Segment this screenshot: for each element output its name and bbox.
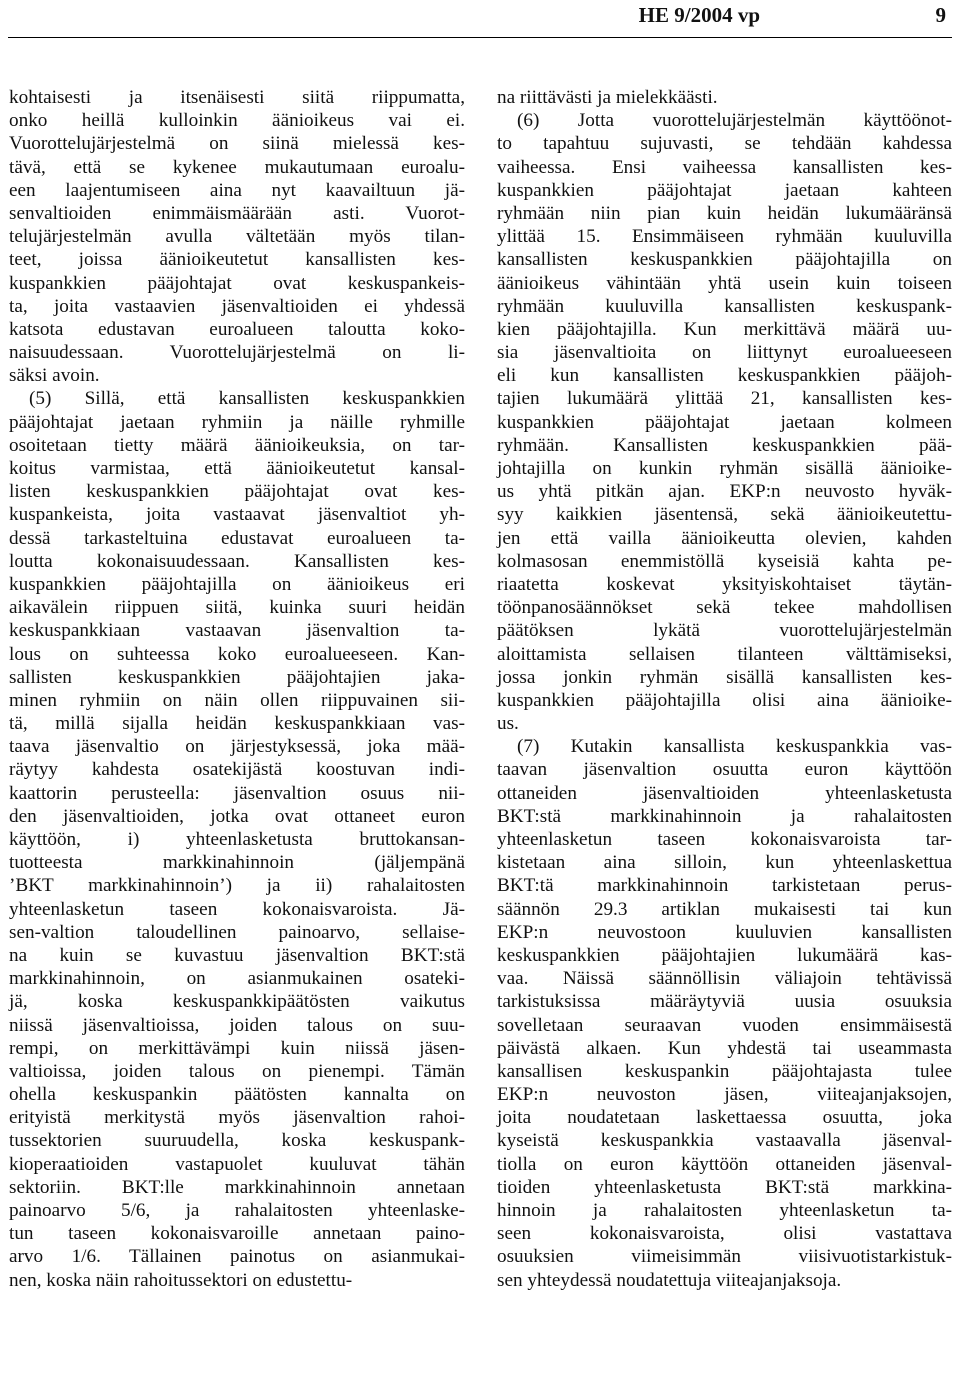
text-line: BKT:tä markkinahinnoin tarkistetaan perus-: [497, 875, 952, 897]
text-line: arvo 1/6. Tällainen painotus on asianmukai-: [9, 1246, 465, 1268]
text-line: tajien lukumäärä ylittää 21, kansallisten kes-: [497, 388, 952, 410]
text-line: jossa jonkin ryhmän sisällä kansallisten kes-: [497, 666, 952, 688]
text-line: vaa. Näissä säännöllisin väliajoin tehtävissä: [497, 968, 952, 990]
text-line: kuspankkien pääjohtajat ovat keskuspankeis-: [9, 272, 465, 294]
text-line: BKT:stä markkinahinnoin ja rahalaitosten: [497, 805, 952, 827]
text-line: na kuin se kuvastuu jäsenvaltion BKT:stä: [9, 944, 465, 966]
text-line: (5) Sillä, että kansallisten keskuspankkien: [29, 388, 465, 410]
text-line: osuuksien viimeisimmän viisivuotistarkistuk-: [497, 1246, 952, 1268]
text-line: painoarvo 5/6, ja rahalaitosten yhteenlaske-: [9, 1200, 465, 1221]
page-number: 9: [935, 3, 946, 27]
text-line: ta, joita vastaavien jäsenvaltioiden ei yhdessä: [9, 295, 465, 317]
text-line: keskuspankkiaan vastaavan jäsenvaltion ta-: [9, 620, 465, 642]
text-line: räytyy kahdesta osatekijästä koostuvan indi-: [9, 759, 465, 781]
text-line: säksi avoin.: [9, 365, 100, 387]
text-line: ryhmään niin pian kuin heidän lukumääränsä: [497, 202, 952, 224]
text-line: valtioissa, joiden talous on pienempi. Tämän: [9, 1060, 465, 1082]
text-line: na riittävästi ja mielekkäästi.: [497, 87, 718, 108]
text-line: kuspankkien pääjohtajat jaetaan kolmeen: [497, 411, 952, 433]
text-line: listen keskuspankkien pääjohtajat ovat kes-: [9, 481, 465, 503]
text-line: syy kaikkien jäsentensä, sekä äänioikeutettu-: [497, 504, 952, 526]
text-line: kyseistä keskuspankkia vastaavalla jäsenval-: [497, 1130, 952, 1152]
right-column: [497, 86, 952, 1292]
text-line: eli kun kansallisten keskuspankkien pääjoh-: [497, 365, 952, 387]
text-line: sen yhteydessä noudatettuja viiteajanjaksoja.: [497, 1269, 842, 1291]
text-line: riaatetta koskevat yksityiskohtaiset täytän-: [497, 573, 952, 595]
text-line: johtajilla on kunkin ryhmän sisällä äänioike-: [497, 458, 952, 479]
text-line: yhteenlasketun taseen kokonaisvaroista. Jä-: [9, 898, 465, 920]
text-line: een laajentumiseen aina nyt kaavailtuun jä-: [9, 179, 465, 201]
text-line: ryhmään kuuluvilla kansallisten keskuspank-: [497, 295, 952, 317]
text-line: aikavälein riippuen siitä, kuinka suuri heidän: [9, 597, 465, 619]
text-line: ohella keskuspankin päätösten kannalta on: [9, 1084, 465, 1106]
text-line: den jäsenvaltioiden, jotka ovat ottaneet euron: [9, 805, 465, 827]
text-line: keskuspankkien pääjohtajien lukumäärä kas-: [497, 944, 952, 966]
text-line: us yhtä pitkän ajan. EKP:n neuvosto hyväk-: [497, 481, 952, 503]
text-line: töönpanosäännökset sekä tekee mahdollisen: [497, 597, 952, 619]
text-line: säännön 29.3 artiklan mukaisesti tai kun: [497, 898, 952, 920]
text-line: niissä jäsenvaltioissa, joiden talous on suu-: [9, 1014, 465, 1036]
text-line: kohtaisesti ja itsenäisesti siitä riippumatta,: [9, 87, 465, 108]
text-line: aloittamista sellaisen tilanteen välttämiseksi,: [497, 643, 952, 665]
text-line: loutta kokonaisuudessaan. Kansallisten kes-: [9, 550, 465, 572]
text-line: markkinahinnoin, on asianmukainen osateki-: [9, 968, 465, 990]
text-line: päätöksen lykätä vuorottelujärjestelmän: [497, 620, 952, 642]
text-line: taavan jäsenvaltion osuutta euron käyttöön: [497, 759, 952, 781]
text-line: us.: [497, 713, 519, 735]
text-line: sektoriin. BKT:lle markkinahinnoin annetaan: [9, 1176, 465, 1198]
text-line: ’BKT markkinahinnoin’) ja ii) rahalaitosten: [9, 875, 465, 897]
text-line: yhteenlasketun taseen kokonaisvaroista tar-: [497, 829, 952, 850]
text-line: telujärjestelmän avulla vältetään myös tilan-: [9, 226, 465, 248]
text-line: ottaneiden jäsenvaltioiden yhteenlasketusta: [497, 782, 952, 804]
text-line: tioiden yhteenlasketusta BKT:stä markkina-: [497, 1176, 952, 1198]
text-line: dessä tarkasteltuina edustavat euroalueen ta-: [9, 527, 465, 549]
left-column: [9, 86, 465, 1292]
text-line: Vuorottelujärjestelmä on siinä mielessä kes-: [9, 133, 465, 155]
text-line: tun taseen kokonaisvaroille annetaan paino-: [9, 1223, 465, 1245]
text-line: äänioikeus vähintään yhtä usein kuin toiseen: [497, 272, 952, 294]
text-line: katsota edustavan euroalueen taloutta koko-: [9, 318, 465, 340]
text-line: sallisten keskuspankkien pääjohtajien jaka-: [9, 666, 465, 688]
text-line: ylittää 15. Ensimmäiseen ryhmään kuuluvilla: [497, 226, 952, 248]
text-line: jä, koska keskuspankkipäätösten vaikutus: [9, 991, 465, 1013]
text-line: kistetaan aina silloin, kun yhteenlaskettua: [497, 852, 952, 874]
text-line: päivästä alkaen. Kun yhdestä tai useammasta: [497, 1037, 952, 1059]
text-line: teet, joissa äänioikeutetut kansallisten kes-: [9, 249, 465, 271]
text-line: sovelletaan seuraavan vuoden ensimmäisestä: [497, 1014, 952, 1036]
text-line: jen että vailla äänioikeutta olevien, kahden: [497, 527, 952, 549]
text-line: erityistä merkitystä myös jäsenvaltion rahoi-: [9, 1107, 465, 1129]
text-line: ryhmään. Kansallisten keskuspankkien pää-: [497, 434, 952, 456]
text-line: kansallisten keskuspankkien pääjohtajilla on: [497, 249, 952, 271]
text-line: tarkistuksissa määräytyviä uusia osuuksia: [497, 991, 952, 1013]
text-line: tävä, että se kykenee mukautumaan euroalu-: [9, 156, 465, 178]
text-line: nen, koska näin rahoitussektori on edustettu-: [9, 1269, 353, 1291]
text-line: senvaltioiden enimmäismäärään asti. Vuorot-: [9, 202, 465, 224]
text-line: kuspankeista, joita vastaavat jäsenvaltiot yh-: [9, 504, 465, 526]
text-line: tuotteesta markkinahinnoin (jäljempänä: [9, 852, 465, 874]
text-line: hinnoin ja rahalaitosten yhteenlasketun ta-: [497, 1200, 952, 1221]
text-line: EKP:n neuvostoon kuuluvien kansallisten: [497, 921, 952, 943]
text-line: onko heillä kulloinkin äänioikeus vai ei.: [9, 110, 465, 132]
text-line: koitus varmistaa, että äänioikeutetut kansal-: [9, 458, 465, 479]
text-line: lous on suhteessa koko euroalueeseen. Kan-: [9, 643, 465, 665]
text-line: kolmasosan enemmistöllä kyseisiä kahta pe-: [497, 550, 952, 572]
text-line: (6) Jotta vuorottelujärjestelmän käyttöönot-: [517, 110, 952, 132]
text-line: seen kokonaisvaroista, olisi vastattava: [497, 1223, 952, 1245]
text-line: taava jäsenvaltio on järjestyksessä, joka mää-: [9, 736, 465, 758]
header-rule: [8, 37, 952, 38]
text-line: sen-valtion taloudellinen painoarvo, sellaise-: [9, 921, 465, 943]
text-line: EKP:n neuvoston jäsen, viiteajanjaksojen,: [497, 1084, 952, 1106]
text-line: kuspankkien pääjohtajilla on äänioikeus eri: [9, 573, 465, 595]
text-line: kansallisen keskuspankin pääjohtajasta tulee: [497, 1060, 952, 1082]
text-line: to tapahtuu sujuvasti, se tehdään kahdessa: [497, 133, 952, 155]
text-line: kuspankkien pääjohtajilla olisi aina äänioike-: [497, 689, 952, 711]
text-line: kien pääjohtajilla. Kun merkittävä määrä uu-: [497, 318, 952, 340]
text-line: kaattorin perusteella: jäsenvaltion osuus nii-: [9, 782, 465, 804]
text-line: tussektorien suuruudella, koska keskuspank-: [9, 1130, 465, 1152]
text-line: tä, millä sijalla heidän keskuspankkiaan vas-: [9, 713, 465, 735]
text-line: minen ryhmiin on näin ollen riippuvainen sii-: [9, 689, 465, 711]
text-line: vaiheessa. Ensi vaiheessa kansallisten kes-: [497, 156, 952, 178]
text-line: kuspankkien pääjohtajat jaetaan kahteen: [497, 179, 952, 201]
text-line: sia jäsenvaltioita on liittynyt euroalueeseen: [497, 342, 952, 364]
page-header: [0, 0, 960, 40]
text-line: osoitetaan tietty määrä äänioikeuksia, on tar-: [9, 434, 465, 456]
text-line: kioperaatioiden vastapuolet kuuluvat tähän: [9, 1153, 465, 1175]
text-line: tiolla on euron käyttöön ottaneiden jäsenval-: [497, 1153, 952, 1175]
text-line: pääjohtajat jaetaan ryhmiin ja näille ryhmille: [9, 411, 465, 433]
text-line: rempi, on merkittävämpi kuin niissä jäsen-: [9, 1037, 465, 1059]
text-line: naisuudessaan. Vuorottelujärjestelmä on li-: [9, 342, 465, 364]
document-id: HE 9/2004 vp: [638, 3, 760, 27]
text-line: (7) Kutakin kansallista keskuspankkia vas-: [517, 736, 952, 758]
text-line: käyttöön, i) yhteenlasketusta bruttokansan-: [9, 829, 465, 850]
text-line: joita noudatetaan laskettaessa osuutta, joka: [497, 1107, 952, 1129]
